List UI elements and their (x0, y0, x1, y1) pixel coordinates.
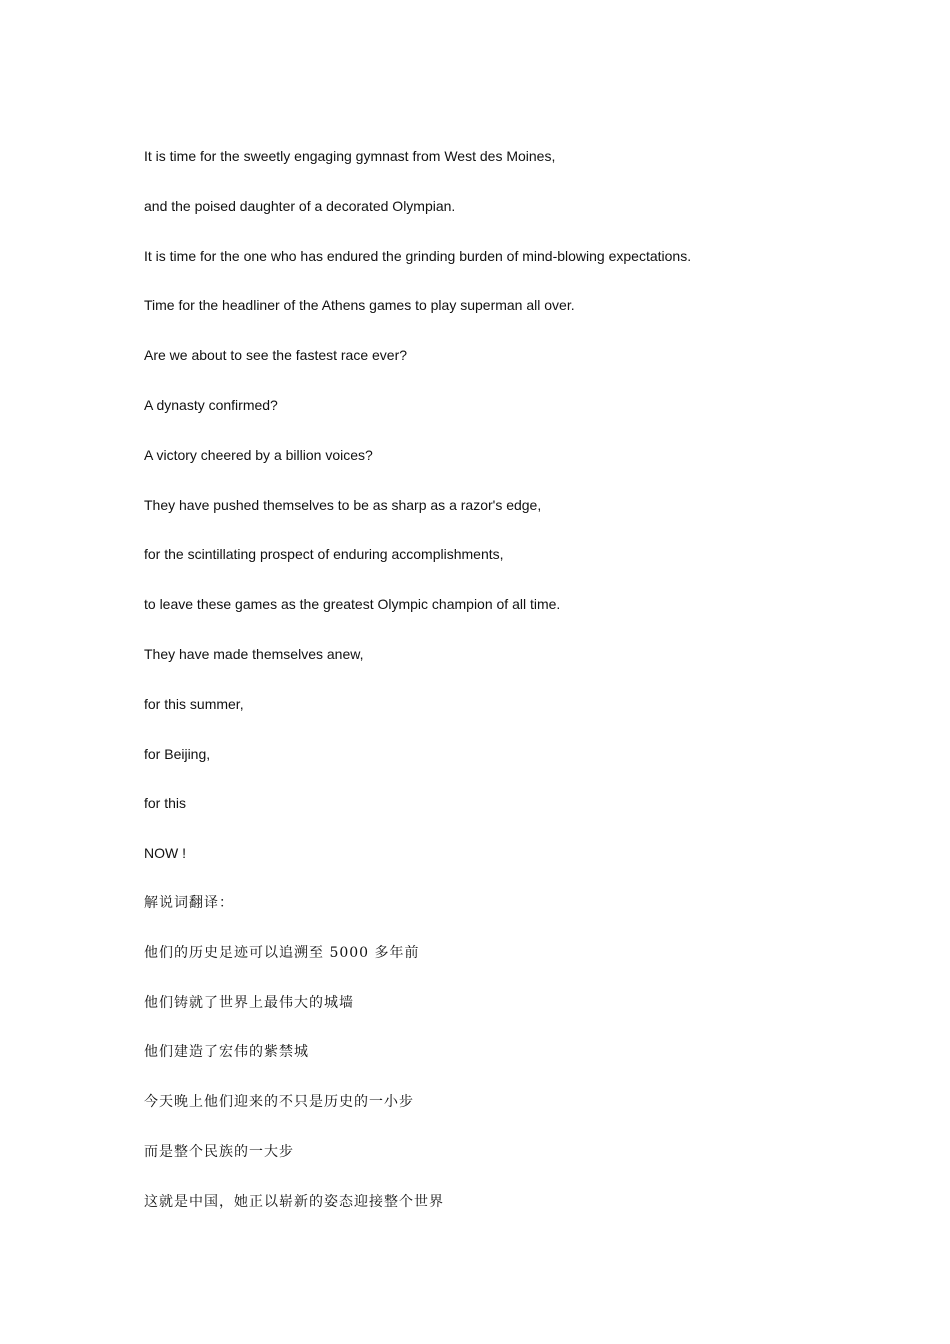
english-line: It is time for the one who has endured the grinding burden of mind-blowing expectations. (144, 247, 692, 264)
translation-heading: 解说词翻译： (144, 894, 234, 911)
document-body (144, 145, 904, 1241)
english-line: NOW ! (144, 845, 186, 862)
english-line: for this (144, 795, 187, 812)
english-line: A victory cheered by a billion voices? (144, 446, 373, 463)
chinese-line: 他们的历史足迹可以追溯至 5000 多年前 (144, 944, 420, 961)
english-line: for the scintillating prospect of enduring accomplishments, (144, 546, 504, 563)
english-line: and the poised daughter of a decorated Olympian. (144, 197, 456, 214)
english-line: A dynasty confirmed? (144, 396, 278, 413)
english-line: to leave these games as the greatest Olympic champion of all time. (144, 596, 561, 613)
english-line: Time for the headliner of the Athens games to play superman all over. (144, 297, 575, 314)
chinese-line: 今天晚上他们迎来的不只是历史的一小步 (144, 1094, 414, 1111)
chinese-line: 他们建造了宏伟的紫禁城 (144, 1044, 309, 1061)
chinese-line: 这就是中国，她正以崭新的姿态迎接整个世界 (144, 1193, 444, 1210)
english-line: They have made themselves anew, (144, 645, 364, 662)
english-line: for Beijing, (144, 745, 211, 762)
english-line: for this summer, (144, 695, 244, 712)
chinese-line: 他们铸就了世界上最伟大的城墙 (144, 994, 354, 1011)
chinese-line: 而是整个民族的一大步 (144, 1143, 294, 1160)
english-line: Are we about to see the fastest race ever? (144, 347, 408, 364)
english-line: They have pushed themselves to be as sharp as a razor's edge, (144, 496, 542, 513)
english-line: It is time for the sweetly engaging gymnast from West des Moines, (144, 148, 556, 164)
